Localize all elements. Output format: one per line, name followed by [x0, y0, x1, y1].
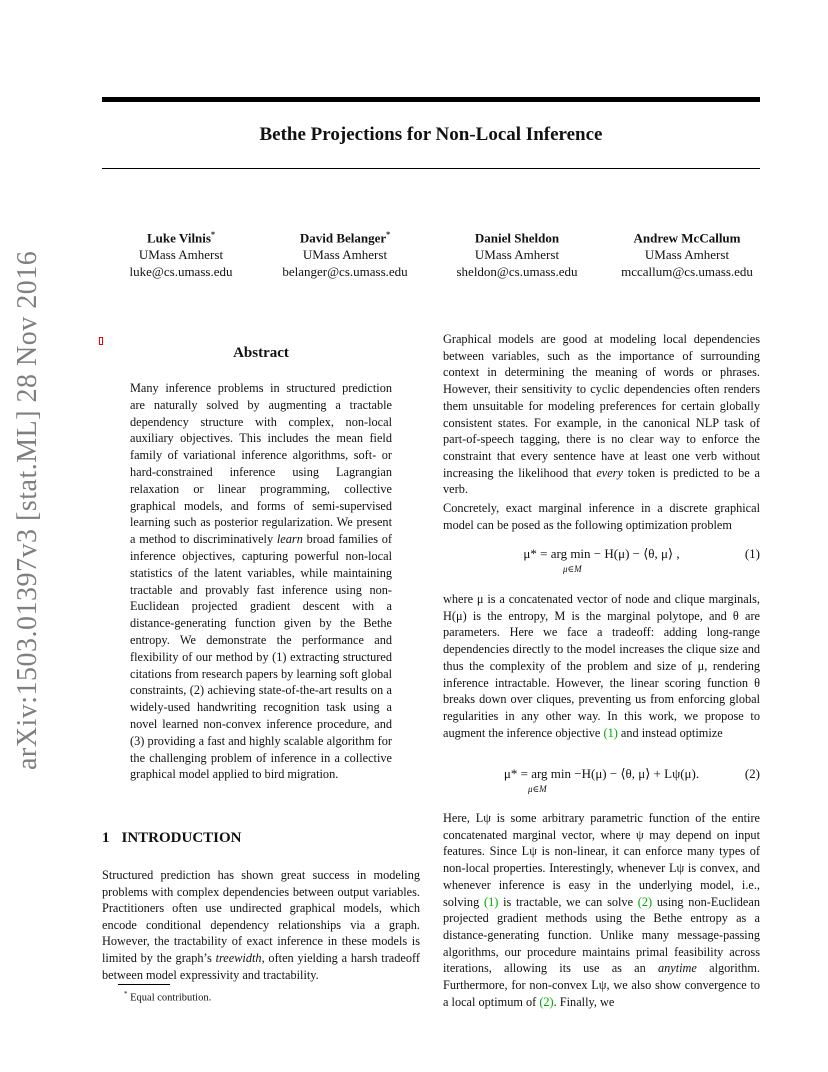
arxiv-identifier[interactable]: arXiv:1503.01397v3 [stat.ML] 28 Nov 2016: [12, 250, 43, 770]
author-affiliation: UMass Amherst: [644, 247, 730, 263]
author-name: Daniel Sheldon: [474, 230, 560, 246]
author-name: Luke Vilnis: [147, 230, 211, 246]
footnote-rule: [118, 984, 170, 985]
equation-1: [443, 546, 760, 582]
equation-number: (2): [744, 766, 760, 781]
equation-ref[interactable]: (1): [603, 725, 618, 740]
author-block: [602, 226, 772, 280]
equation-subscript: μ∈M: [528, 784, 547, 794]
author-affiliation: UMass Amherst: [302, 247, 388, 263]
footnote: * Equal contribution.: [124, 990, 212, 1004]
intro-paragraph: Structured prediction has shown great success in modeling problems with complex dependencies between output variables. Practitioners often use undirected graphical models, which encode conditional dependency relationships via a graph. However, the tractability of exact inference in these models is limited by the graph’s treewidth, often yielding a harsh tradeoff between model expressivity and tractability.: [102, 868, 420, 982]
author-mark: *: [386, 230, 391, 239]
equation-2: [443, 766, 760, 802]
author-email: belanger@cs.umass.edu: [282, 264, 408, 280]
paragraph: Here, Lψ is some arbitrary parametric function of the entire concatenated marginal vector, where ψ may depend on input features. Since Lψ is non-linear, it can enforce many types of non-local properties. Interestingly, whenever Lψ is convex, and whenever inference is easy in the underlying model, i.e., solving (1) is tractable, we can solve (2) using non-Euclidean projected gradient methods using the Bethe entropy as a distance-generating function. Unlike many message-passing algorithms, our procedure maintains primal feasibility across iterations, allowing its use as an anytime algorithm. Furthermore, for non-convex Lψ, we also show convergence to a local optimum of (2). Finally, we: [443, 811, 760, 1009]
equation-body: μ* = arg min −H(μ) − ⟨θ, μ⟩ + Lψ(μ).: [503, 766, 700, 781]
paragraph: Concretely, exact marginal inference in a discrete graphical model can be posed as the following optimization problem: [443, 501, 760, 532]
paragraph: Graphical models are good at modeling local dependencies between variables, such as the importance of surrounding context in determining the meaning of words or phrases. However, their sensitivity to cyclic dependencies often renders them unsuitable for modeling preferences for certain globally consistent states. For example, in the canonical NLP task of part-of-speech tagging, there is no clear way to enforce the constraint that every sentence have at least one verb without increasing the likelihood that every token is predicted to be a verb.: [443, 332, 760, 497]
link-marker[interactable]: [99, 337, 103, 345]
author-block: [432, 226, 602, 280]
author-email: sheldon@cs.umass.edu: [456, 264, 578, 280]
equation-ref[interactable]: (2): [539, 994, 554, 1009]
abstract-heading: Abstract: [233, 345, 289, 361]
author-affiliation: UMass Amherst: [474, 247, 560, 263]
author-email: luke@cs.umass.edu: [129, 264, 233, 280]
author-name: Andrew McCallum: [633, 230, 741, 246]
author-block: [96, 226, 266, 280]
author-affiliation: UMass Amherst: [138, 247, 224, 263]
paragraph: where μ is a concatenated vector of node and clique marginals, H(μ) is the entropy, M is the marginal polytope, and θ are parameters. Here we face a tradeoff: adding long-range dependencies directly to the model increases the clique size and thus the complexity of the problem and size of μ, rendering inference intractable. However, the linear scoring function θ breaks down over cliques, preventing us from enforcing global regularities in any other way. In this work, we propose to augment the inference objective (1) and instead optimize: [443, 592, 760, 740]
equation-subscript: μ∈M: [563, 564, 582, 574]
abstract-text: Many inference problems in structured prediction are naturally solved by augmenting a tractable dependency structure with complex, non-local auxiliary objectives. This includes the mean field family of variational inference algorithms, soft- or hard-constrained inference using Lagrangian relaxation or linear programming, collective graphical models, and forms of semi-supervised learning such as posterior regularization. We present a method to discriminatively learn broad families of inference objectives, capturing powerful non-local statistics of the latent variables, while maintaining tractable and provably fast inference using non-Euclidean projected gradient descent with a distance-generating function given by the Bethe entropy. We demonstrate the performance and flexibility of our method by (1) extracting structured citations from research papers by learning soft global constraints, (2) achieving state-of-the-art results on a widely-used handwriting recognition task using a novel learned non-convex inference procedure, and (3) providing a fast and highly scalable algorithm for the challenging problem of inference in a collective graphical model applied to bird migration.: [130, 381, 393, 782]
title-top-rule: [102, 97, 760, 102]
author-mark: *: [210, 230, 215, 239]
paper-title: Bethe Projections for Non-Local Inference: [259, 124, 603, 145]
section-heading: 1 INTRODUCTION: [102, 830, 242, 846]
author-email: mccallum@cs.umass.edu: [621, 264, 753, 280]
title-bottom-rule: [102, 168, 760, 169]
equation-ref[interactable]: (1): [483, 894, 499, 909]
equation-ref[interactable]: (2): [637, 894, 653, 909]
author-name: David Belanger: [299, 230, 387, 246]
equation-number: (1): [744, 546, 760, 561]
equation-body: μ* = arg min − H(μ) − ⟨θ, μ⟩ ,: [523, 546, 680, 561]
author-block: [260, 226, 430, 280]
